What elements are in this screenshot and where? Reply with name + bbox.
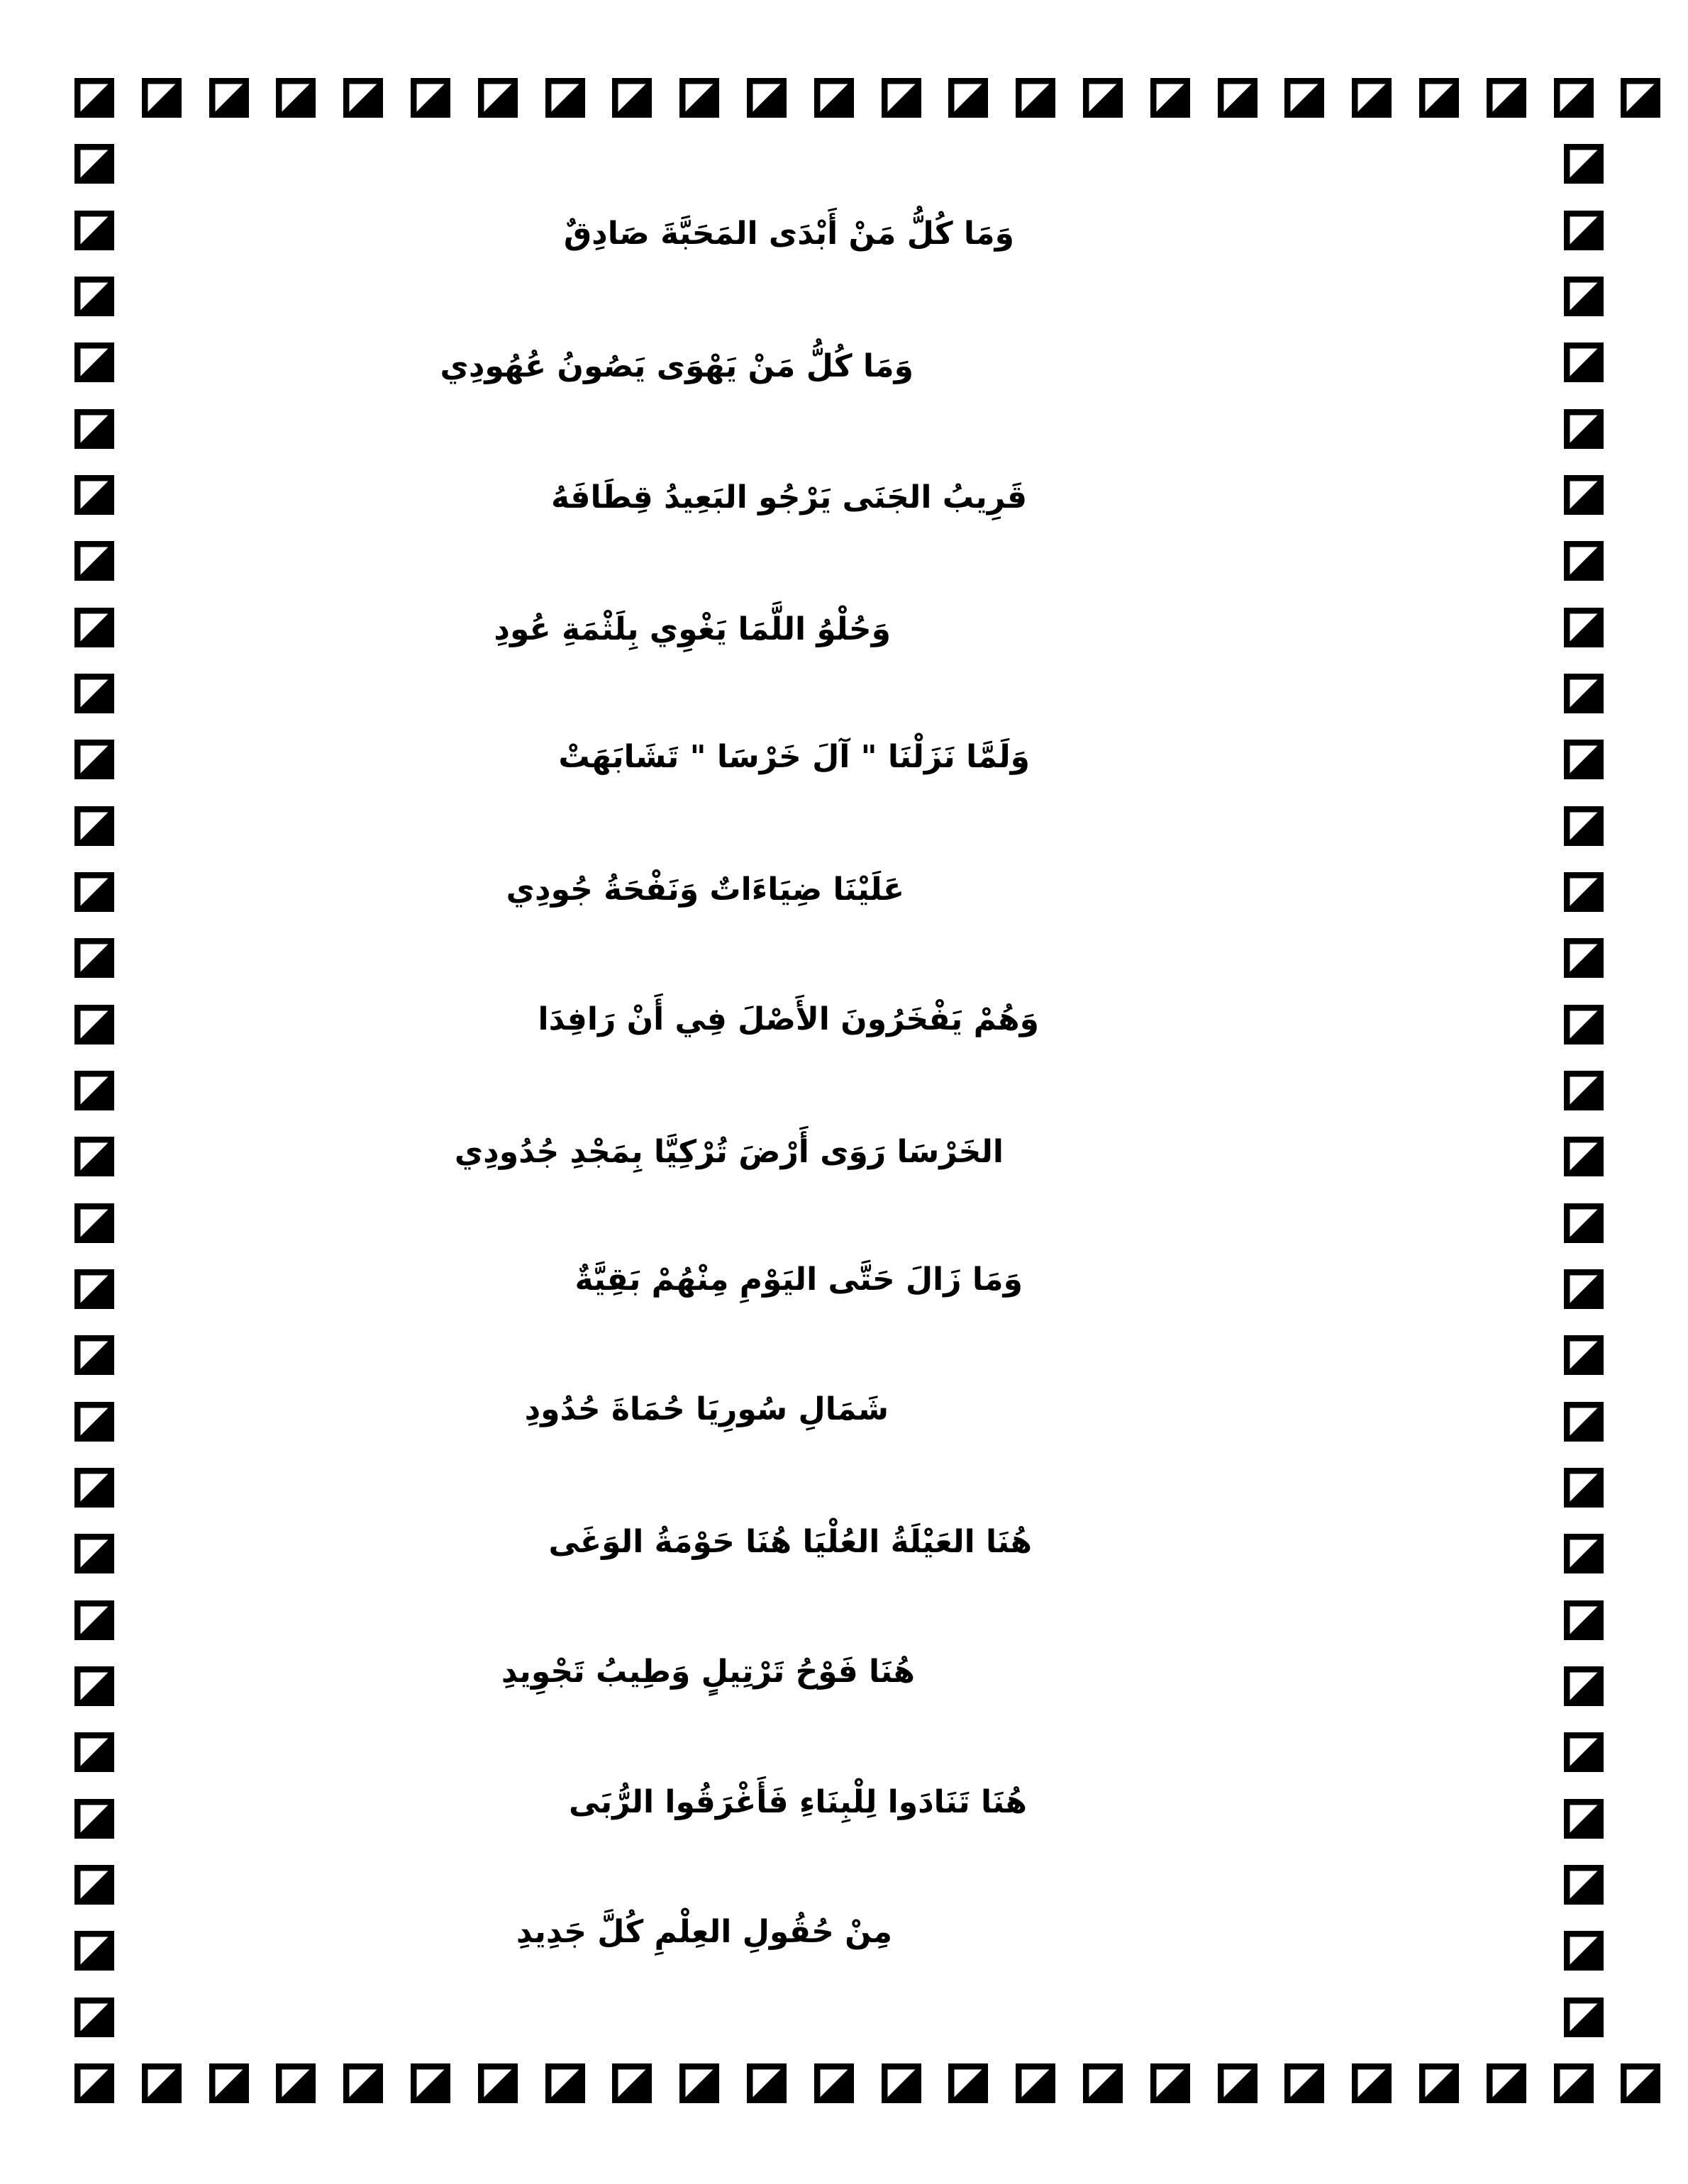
beveled-square-icon <box>1562 738 1605 781</box>
poem-line: وَلَمَّا نَزَلْنَا " آلَ خَرْسَا " تَشَابَهَتْ <box>558 739 1030 775</box>
poem-line: عَلَيْنَا ضِيَاءَاتٌ وَنَفْحَةُ جُودِي <box>506 871 904 908</box>
beveled-square-icon <box>1562 1665 1605 1707</box>
beveled-square-icon <box>1562 209 1605 252</box>
beveled-square-icon <box>1562 1202 1605 1244</box>
beveled-square-icon <box>678 77 721 119</box>
beveled-square-icon <box>73 937 116 979</box>
beveled-square-icon <box>140 2062 183 2105</box>
beveled-square-icon <box>342 77 384 119</box>
beveled-square-icon <box>1014 2062 1057 2105</box>
beveled-square-icon <box>1562 143 1605 185</box>
beveled-square-icon <box>1562 1599 1605 1642</box>
poem-line: هُنَا فَوْحُ تَرْتِيلٍ وَطِيبُ تَجْوِيدِ <box>501 1654 915 1690</box>
beveled-square-icon <box>1418 2062 1460 2105</box>
beveled-square-icon <box>73 1202 116 1244</box>
beveled-square-icon <box>611 2062 653 2105</box>
beveled-square-icon <box>1553 77 1595 119</box>
beveled-square-icon <box>1485 77 1528 119</box>
beveled-square-icon <box>1562 1069 1605 1112</box>
beveled-square-icon <box>1562 1466 1605 1509</box>
beveled-square-icon <box>73 1731 116 1773</box>
beveled-square-icon <box>73 1929 116 1972</box>
poem-line: قَرِيبُ الجَنَى يَرْجُو البَعِيدُ قِطَافَهُ <box>551 479 1027 516</box>
beveled-square-icon <box>409 2062 452 2105</box>
beveled-square-icon <box>1149 2062 1192 2105</box>
beveled-square-icon <box>813 77 855 119</box>
poem-line: وَحُلْوُ اللَّمَا يَغْوِي بِلَثْمَةِ عُودِ <box>494 611 891 647</box>
beveled-square-icon <box>73 275 116 318</box>
beveled-square-icon <box>1485 2062 1528 2105</box>
beveled-square-icon <box>342 2062 384 2105</box>
beveled-square-icon <box>1562 1798 1605 1840</box>
beveled-square-icon <box>1082 77 1124 119</box>
beveled-square-icon <box>1562 937 1605 979</box>
beveled-square-icon <box>1562 1334 1605 1376</box>
beveled-square-icon <box>813 2062 855 2105</box>
beveled-square-icon <box>73 871 116 913</box>
beveled-square-icon <box>73 341 116 384</box>
beveled-square-icon <box>880 77 923 119</box>
beveled-square-icon <box>1562 1731 1605 1773</box>
beveled-square-icon <box>140 77 183 119</box>
beveled-square-icon <box>73 1135 116 1178</box>
beveled-square-icon <box>1562 474 1605 516</box>
beveled-square-icon <box>1283 77 1326 119</box>
beveled-square-icon <box>73 209 116 252</box>
beveled-square-icon <box>745 2062 788 2105</box>
beveled-square-icon <box>73 1003 116 1046</box>
poem-line: مِنْ حُقُولِ العِلْمِ كُلَّ جَدِيدِ <box>516 1914 892 1950</box>
beveled-square-icon <box>274 77 317 119</box>
beveled-square-icon <box>1619 2062 1662 2105</box>
poem-line: وَمَا كُلُّ مَنْ أَبْدَى المَحَبَّةَ صَادِقٌ <box>563 216 1014 252</box>
beveled-square-icon <box>73 1863 116 1906</box>
poem-line: وَمَا زَالَ حَتَّى اليَوْمِ مِنْهُمْ بَقِيَّةٌ <box>574 1261 1023 1298</box>
beveled-square-icon <box>1216 77 1259 119</box>
beveled-square-icon <box>1082 2062 1124 2105</box>
beveled-square-icon <box>1562 805 1605 847</box>
beveled-square-icon <box>73 77 116 119</box>
beveled-square-icon <box>1562 341 1605 384</box>
beveled-square-icon <box>73 805 116 847</box>
beveled-square-icon <box>1562 275 1605 318</box>
beveled-square-icon <box>409 77 452 119</box>
beveled-square-icon <box>73 1665 116 1707</box>
beveled-square-icon <box>73 540 116 582</box>
beveled-square-icon <box>73 143 116 185</box>
beveled-square-icon <box>544 2062 587 2105</box>
beveled-square-icon <box>1014 77 1057 119</box>
beveled-square-icon <box>73 1599 116 1642</box>
poem-line: الخَرْسَا رَوَى أَرْضَ تُرْكِيَّا بِمَجْدِ جُدُودِي <box>454 1134 1004 1170</box>
beveled-square-icon <box>1562 1003 1605 1046</box>
beveled-square-icon <box>477 77 519 119</box>
beveled-square-icon <box>1562 606 1605 649</box>
beveled-square-icon <box>947 2062 989 2105</box>
beveled-square-icon <box>1562 1996 1605 2039</box>
beveled-square-icon <box>947 77 989 119</box>
beveled-square-icon <box>1562 871 1605 913</box>
beveled-square-icon <box>1216 2062 1259 2105</box>
beveled-square-icon <box>477 2062 519 2105</box>
beveled-square-icon <box>1350 77 1393 119</box>
beveled-square-icon <box>1553 2062 1595 2105</box>
poem-line: وَمَا كُلُّ مَنْ يَهْوَى يَصُونُ عُهُودِي <box>440 348 914 384</box>
beveled-square-icon <box>274 2062 317 2105</box>
beveled-square-icon <box>73 738 116 781</box>
beveled-square-icon <box>73 2062 116 2105</box>
beveled-square-icon <box>1562 540 1605 582</box>
beveled-square-icon <box>1619 77 1662 119</box>
beveled-square-icon <box>73 1532 116 1575</box>
beveled-square-icon <box>880 2062 923 2105</box>
beveled-square-icon <box>73 1334 116 1376</box>
beveled-square-icon <box>1562 1400 1605 1443</box>
poem-line: شَمَالِ سُورِيَا حُمَاةَ حُدُودِ <box>524 1391 889 1427</box>
beveled-square-icon <box>544 77 587 119</box>
beveled-square-icon <box>73 606 116 649</box>
beveled-square-icon <box>1283 2062 1326 2105</box>
beveled-square-icon <box>1562 1532 1605 1575</box>
beveled-square-icon <box>678 2062 721 2105</box>
beveled-square-icon <box>1562 1929 1605 1972</box>
poem-line: هُنَا تَنَادَوا لِلْبِنَاءِ فَأَغْرَقُوا الرُّبَى <box>569 1784 1027 1820</box>
poem-line: وَهُمْ يَفْخَرُونَ الأَصْلَ فِي أَنْ رَافِدَا <box>538 1001 1039 1037</box>
beveled-square-icon <box>73 408 116 450</box>
beveled-square-icon <box>611 77 653 119</box>
beveled-square-icon <box>73 1268 116 1310</box>
beveled-square-icon <box>1562 1268 1605 1310</box>
beveled-square-icon <box>73 1996 116 2039</box>
beveled-square-icon <box>1562 1863 1605 1906</box>
beveled-square-icon <box>73 672 116 715</box>
beveled-square-icon <box>73 1069 116 1112</box>
beveled-square-icon <box>745 77 788 119</box>
beveled-square-icon <box>73 474 116 516</box>
beveled-square-icon <box>1562 1135 1605 1178</box>
beveled-square-icon <box>1418 77 1460 119</box>
beveled-square-icon <box>73 1400 116 1443</box>
beveled-square-icon <box>1350 2062 1393 2105</box>
beveled-square-icon <box>73 1466 116 1509</box>
beveled-square-icon <box>1562 672 1605 715</box>
beveled-square-icon <box>208 77 250 119</box>
beveled-square-icon <box>208 2062 250 2105</box>
poem-line: هُنَا العَيْلَةُ العُلْيَا هُنَا حَوْمَةُ الوَغَى <box>548 1524 1032 1560</box>
beveled-square-icon <box>1562 408 1605 450</box>
beveled-square-icon <box>73 1798 116 1840</box>
beveled-square-icon <box>1149 77 1192 119</box>
